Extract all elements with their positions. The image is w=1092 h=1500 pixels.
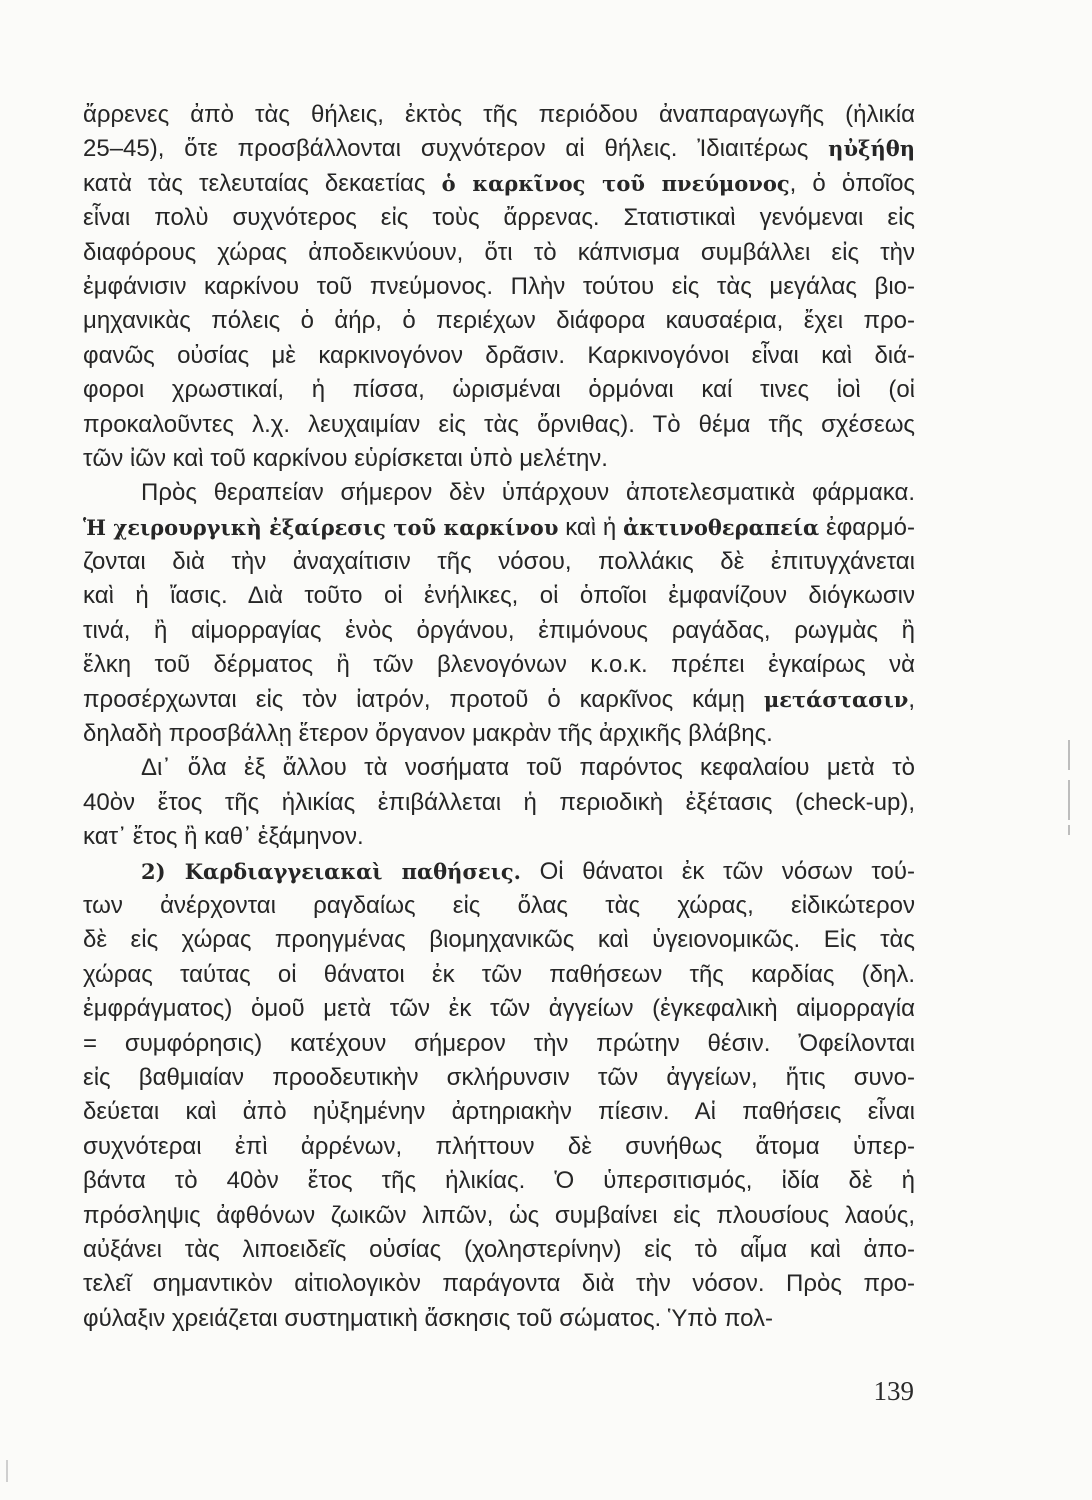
text-line bbox=[83, 786, 915, 820]
text-run: φανῶς οὐσίας μὲ καρκινογόνον δρᾶσιν. Καρκινογόνοι εἶναι καὶ διά- bbox=[83, 341, 915, 369]
text-run: ἐμφάνισιν καρκίνου τοῦ πνεύμονος. Πλὴν τούτου εἰς τὰς μεγάλας βιο- bbox=[83, 272, 915, 300]
text-run: Πρὸς θεραπείαν σήμερον δὲν ὑπάρχουν ἀποτελεσματικὰ φάρμακα. bbox=[141, 479, 915, 507]
text-line bbox=[83, 442, 915, 476]
text-line bbox=[83, 648, 915, 682]
text-run: τελεῖ σημαντικὸν αἰτιολογικὸν παράγοντα διὰ τὴν νόσον. Πρὸς προ- bbox=[83, 1270, 915, 1298]
text-line bbox=[83, 751, 915, 785]
paragraph bbox=[83, 476, 915, 751]
text-run: Δι᾿ ὅλα ἐξ ἄλλου τὰ νοσήματα τοῦ παρόντος κεφαλαίου μετὰ τὸ bbox=[141, 754, 915, 782]
text-run: δεύεται καὶ ἀπὸ ηὐξημένην ἀρτηριακὴν πίεσιν. Αἱ παθήσεις εἶναι bbox=[83, 1098, 915, 1126]
text-line bbox=[83, 201, 915, 235]
bold-term: μετάστασιν bbox=[763, 686, 909, 712]
text-run: συχνότεραι ἐπὶ ἀρρένων, πλήττουν δὲ συνήθως ἄτομα ὑπερ- bbox=[83, 1132, 915, 1160]
text-run: διαφόρους χώρας ἀποδεικνύουν, ὅτι τὸ κάπνισμα συμβάλλει εἰς τὴν bbox=[83, 238, 915, 266]
text-run: κατὰ τὰς τελευταίας δεκαετίας bbox=[83, 169, 442, 197]
text-line bbox=[83, 1302, 915, 1336]
text-run: καὶ ἡ ἴασις. Διὰ τοῦτο οἱ ἐνήλικες, οἱ ὁποῖοι ἐμφανίζουν διόγκωσιν bbox=[83, 582, 915, 610]
bold-term: ὁ καρκῖνος τοῦ πνεύμονος bbox=[441, 170, 790, 196]
text-line bbox=[83, 683, 915, 717]
text-line bbox=[83, 855, 915, 889]
text-run: ἐμφράγματος) ὁμοῦ μετὰ τῶν ἐκ τῶν ἀγγείων (ἐγκεφαλικὴ αἱμορραγία bbox=[83, 995, 915, 1023]
text-line bbox=[83, 579, 915, 613]
text-line bbox=[83, 923, 915, 957]
text-run: φοροι χρωστικαί, ἡ πίσσα, ὡρισμέναι ὁρμόναι καί τινες ἰοὶ (οἱ bbox=[83, 376, 915, 404]
text-line bbox=[83, 1095, 915, 1129]
text-line bbox=[83, 304, 915, 338]
page-number: 139 bbox=[873, 1376, 914, 1406]
text-run: δὲ εἰς χώρας προηγμένας βιομηχανικῶς καὶ ὑγειονομικῶς. Εἰς τὰς bbox=[83, 926, 915, 954]
text-line bbox=[83, 373, 915, 407]
margin-mark bbox=[1068, 740, 1070, 770]
text-run: ἕλκη τοῦ δέρματος ἢ τῶν βλενογόνων κ.ο.κ. πρέπει ἐγκαίρως νὰ bbox=[83, 651, 915, 679]
text-run: , ὁ ὁποῖος bbox=[789, 169, 916, 197]
paragraph bbox=[83, 751, 915, 854]
text-run: χώρας ταύτας οἱ θάνατοι ἐκ τῶν παθήσεων τῆς καρδίας (δηλ. bbox=[83, 960, 915, 988]
text-run: 25–45), ὅτε προσβάλλονται συχνότερον αἱ θήλεις. Ἰδιαιτέρως bbox=[83, 135, 829, 163]
text-line bbox=[83, 167, 915, 201]
text-line bbox=[83, 1130, 915, 1164]
text-run: Οἱ θάνατοι ἐκ τῶν νόσων τού- bbox=[520, 857, 915, 885]
text-line bbox=[83, 132, 915, 166]
text-run: ἄρρενες ἀπὸ τὰς θήλεις, ἐκτὸς τῆς περιόδου ἀναπαραγωγῆς (ἡλικία bbox=[83, 101, 915, 128]
text-run: φύλαξιν χρειάζεται συστηματικὴ ἄσκησις τοῦ σώματος. Ὑπὸ πολ- bbox=[83, 1304, 774, 1332]
text-line bbox=[83, 1164, 915, 1198]
bold-term: ηὐξήθη bbox=[828, 136, 915, 162]
text-line bbox=[83, 511, 915, 545]
margin-mark bbox=[1068, 780, 1070, 820]
text-line bbox=[83, 1267, 915, 1301]
text-line bbox=[83, 270, 915, 304]
text-line bbox=[83, 545, 915, 579]
text-run: 40ὸν ἔτος τῆς ἡλικίας ἐπιβάλλεται ἡ περιοδικὴ ἐξέτασις (check-up), bbox=[83, 788, 915, 816]
text-line bbox=[83, 476, 915, 510]
text-run: των ἀνέρχονται ραγδαίως εἰς ὅλας τὰς χώρας, εἰδικώτερον bbox=[83, 891, 915, 919]
text-run: αὐξάνει τὰς λιποειδεῖς οὐσίας (χοληστερίνην) εἰς τὸ αἷμα καὶ ἀπο- bbox=[83, 1235, 915, 1263]
text-run: δηλαδὴ προσβάλλῃ ἕτερον ὄργανον μακρὰν τῆς ἀρχικῆς βλάβης. bbox=[83, 720, 773, 748]
text-line bbox=[83, 820, 915, 854]
text-run: πρόσληψις ἀφθόνων ζωικῶν λιπῶν, ὡς συμβαίνει εἰς πλουσίους λαούς, bbox=[83, 1201, 915, 1229]
text-line bbox=[83, 339, 915, 373]
text-run: εἶναι πολὺ συχνότερος εἰς τοὺς ἄρρενας. Στατιστικαὶ γενόμεναι εἰς bbox=[83, 204, 915, 232]
text-line bbox=[83, 1199, 915, 1233]
text-run: , bbox=[908, 685, 915, 713]
text-run: προκαλοῦντες λ.χ. λευχαιμίαν εἰς τὰς ὄρνιθας). Τὸ θέμα τῆς σχέσεως bbox=[83, 410, 915, 438]
text-run: μηχανικὰς πόλεις ὁ ἀήρ, ὁ περιέχων διάφορα καυσαέρια, ἔχει προ- bbox=[83, 307, 915, 335]
text-run: τινά, ἢ αἱμορραγίας ἑνὸς ὀργάνου, ἐπιμόνους ραγάδας, ρωγμὰς ἢ bbox=[83, 616, 915, 644]
text-run: κατ᾿ ἔτος ἢ καθ᾿ ἑξάμηνον. bbox=[83, 823, 364, 851]
text-run: ζονται διὰ τὴν ἀναχαίτισιν τῆς νόσου, πολλάκις δὲ ἐπιτυγχάνεται bbox=[83, 548, 915, 576]
gutter-mark bbox=[6, 1460, 8, 1482]
text-line bbox=[83, 98, 915, 132]
text-run: τῶν ἰῶν καὶ τοῦ καρκίνου εὑρίσκεται ὑπὸ μελέτην. bbox=[83, 444, 608, 472]
text-line bbox=[83, 889, 915, 923]
bold-term: Ἡ χειρουργικὴ ἐξαίρεσις τοῦ καρκίνου bbox=[83, 514, 559, 540]
text-line bbox=[83, 236, 915, 270]
text-run: προσέρχωνται εἰς τὸν ἰατρόν, προτοῦ ὁ καρκῖνος κάμῃ bbox=[83, 685, 764, 713]
bold-term: 2) Καρδιαγγειακαὶ παθήσεις. bbox=[141, 858, 521, 884]
text-run: = συμφόρησις) κατέχουν σήμερον τὴν πρώτην θέσιν. Ὀφείλονται bbox=[83, 1029, 915, 1057]
text-line bbox=[83, 958, 915, 992]
text-run: εἰς βαθμιαίαν προοδευτικὴν σκλήρυνσιν τῶν ἀγγείων, ἥτις συνο- bbox=[83, 1063, 915, 1091]
paragraph bbox=[83, 98, 915, 476]
text-run: βάντα τὸ 40ὸν ἔτος τῆς ἡλικίας. Ὁ ὑπερσιτισμός, ἰδία δὲ ἡ bbox=[83, 1167, 915, 1195]
text-line bbox=[83, 1027, 915, 1061]
paragraph bbox=[83, 855, 915, 1336]
text-run: καὶ ἡ bbox=[558, 513, 624, 541]
text-line bbox=[83, 408, 915, 442]
text-run: ἐφαρμό- bbox=[819, 513, 916, 541]
text-line bbox=[83, 614, 915, 648]
margin-mark bbox=[1068, 825, 1070, 835]
text-line bbox=[83, 717, 915, 751]
text-line bbox=[83, 992, 915, 1026]
text-column bbox=[83, 98, 915, 1336]
text-line bbox=[83, 1233, 915, 1267]
text-line bbox=[83, 1061, 915, 1095]
bold-term: ἀκτινοθεραπεία bbox=[623, 514, 820, 540]
